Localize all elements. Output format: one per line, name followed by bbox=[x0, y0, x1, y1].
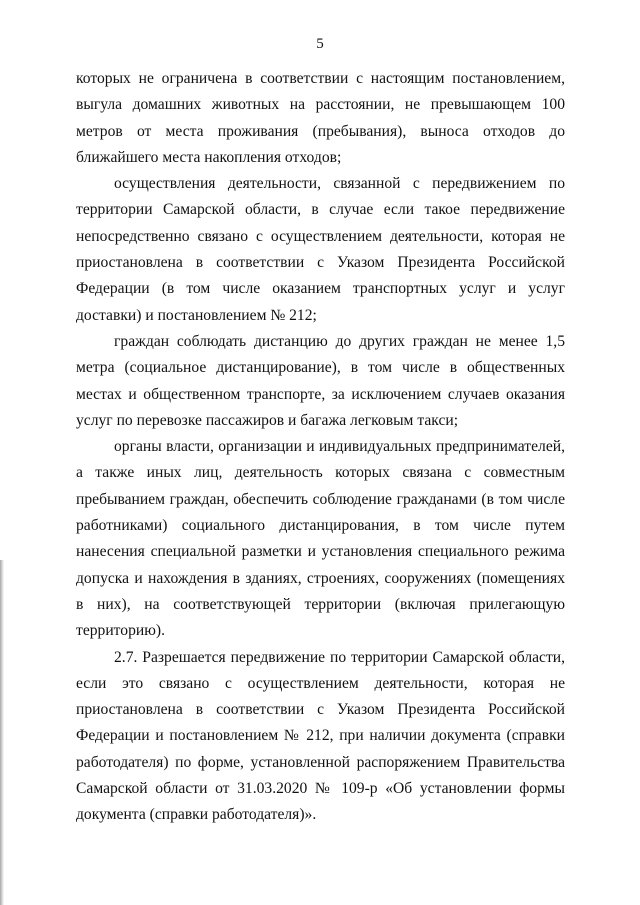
document-body bbox=[76, 66, 565, 829]
paragraph-continuation: которых не ограничена в соответствии с настоящим постановлением, выгула домашних животных на расстоянии, не превышающем 100 метров от места проживания (пребывания), выноса отходов до ближайшего места накопления отходов; bbox=[76, 70, 565, 166]
paragraph-clause-2-7: 2.7. Разрешается передвижение по территории Самарской области, если это связано с осуществлением деятельности, которая не приостановлена в соответствии с Указом Президента Российской Федерации и постановлением № 212, при наличии документа (справки работодателя) по форме, установленной распоряжением Правительства Самарской области от 31.03.2020 № 109-р «Об установлении формы документа (справки работодателя)». bbox=[76, 648, 565, 824]
scan-edge-shadow bbox=[0, 560, 4, 905]
paragraph-organizations-duty: органы власти, организации и индивидуальных предпринимателей, а также иных лиц, деятельность которых связана с совместным пребыванием граждан, обеспечить соблюдение гражданами (в том числе работниками) социального дистанцирования, в том числе путем нанесения специальной разметки и установления специального режима допуска и нахождения в зданиях, строениях, сооружениях (помещениях в них), на соответствующей территории (включая прилегающую территорию). bbox=[76, 438, 565, 640]
page-number: 5 bbox=[316, 36, 324, 52]
paragraph-social-distancing: граждан соблюдать дистанцию до других граждан не менее 1,5 метра (социальное дистанцирование), в том числе в общественных местах и общественном транспорте, за исключением случаев оказания услуг по перевозке пассажиров и багажа легковым такси; bbox=[76, 332, 565, 429]
paragraph-movement-activity: осуществления деятельности, связанной с передвижением по территории Самарской области, в случае если такое передвижение непосредственно связано с осуществлением деятельности, которая не приостановлена в соответствии с Указом Президента Российской Федерации (в том числе оказанием транспортных услуг и услуг доставки) и постановлением № 212; bbox=[76, 175, 565, 324]
